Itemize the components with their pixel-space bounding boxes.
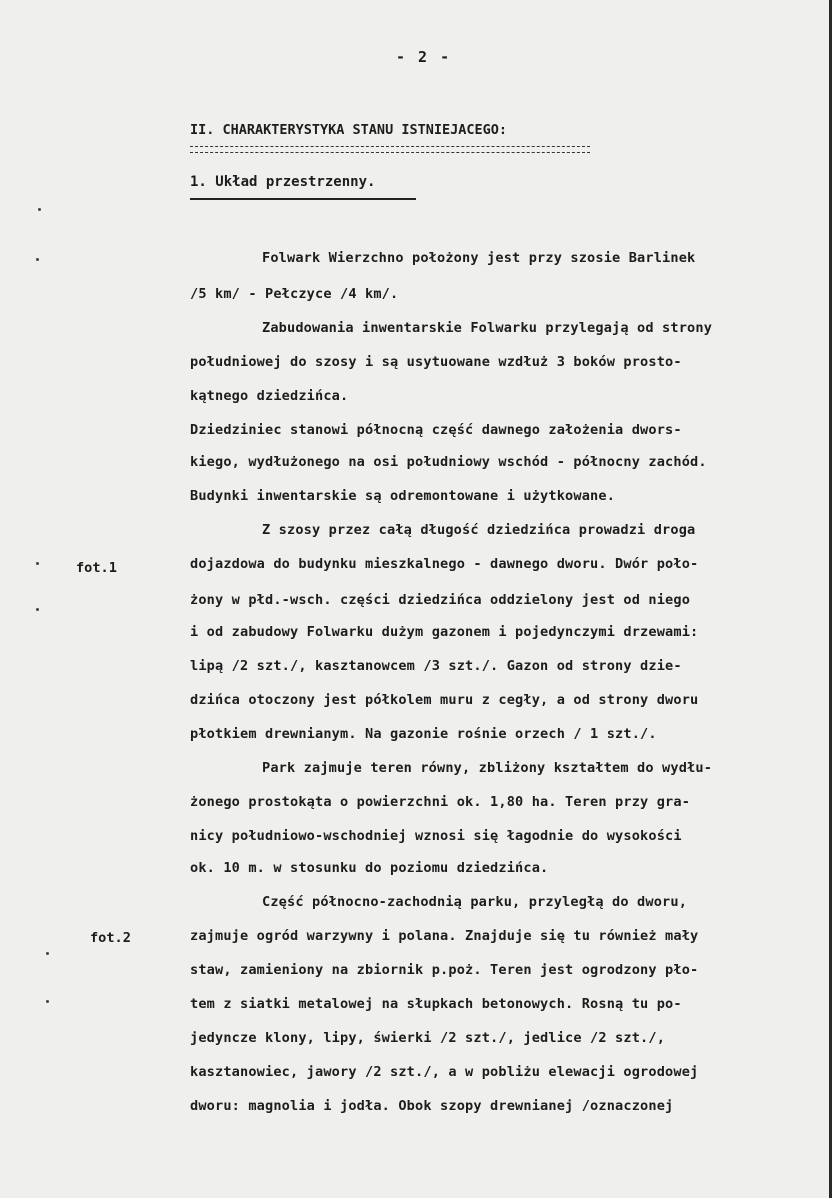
text-line: dojazdowa do budynku mieszkalnego - dawnego dworu. Dwór poło-: [190, 556, 699, 572]
text-line: dzińca otoczony jest półkolem muru z cegły, a od strony dworu: [190, 692, 699, 708]
text-line: płotkiem drewnianym. Na gazonie rośnie orzech / 1 szt./.: [190, 726, 657, 742]
heading-double-underline: [190, 146, 590, 153]
text-line: i od zabudowy Folwarku dużym gazonem i pojedynczymi drzewami:: [190, 624, 699, 640]
scan-mark: [38, 208, 41, 211]
page-number: - 2 -: [396, 48, 452, 66]
text-line: żony w płd.-wsch. części dziedzińca oddzielony jest od niego: [190, 592, 691, 608]
margin-note-photo-2: fot.2: [90, 930, 131, 946]
scan-mark: [46, 952, 49, 955]
scan-mark: [46, 1000, 49, 1003]
text-line: Część północno-zachodnią parku, przyległą do dworu,: [262, 894, 688, 910]
text-line: dworu: magnolia i jodła. Obok szopy drewnianej /oznaczonej: [190, 1098, 674, 1114]
subheading-underline: [190, 198, 416, 200]
text-line: ok. 10 m. w stosunku do poziomu dziedzińca.: [190, 860, 549, 876]
text-line: zajmuje ogród warzywny i polana. Znajduje się tu również mały: [190, 928, 699, 944]
text-line: Park zajmuje teren równy, zbliżony kształtem do wydłu-: [262, 760, 713, 776]
text-line: kasztanowiec, jawory /2 szt./, a w pobliżu elewacji ogrodowej: [190, 1064, 699, 1080]
section-heading: II. CHARAKTERYSTYKA STANU ISTNIEJACEGO:: [190, 122, 507, 138]
text-line: Z szosy przez całą długość dziedzińca prowadzi droga: [262, 522, 696, 538]
text-line: Zabudowania inwentarskie Folwarku przylegają od strony: [262, 320, 713, 336]
text-line: Dziedziniec stanowi północną część dawnego założenia dwors-: [190, 422, 682, 438]
text-line: kiego, wydłużonego na osi południowy wschód - północny zachód.: [190, 454, 707, 470]
scan-mark: [36, 562, 39, 565]
text-line: żonego prostokąta o powierzchni ok. 1,80 ha. Teren przy gra-: [190, 794, 691, 810]
margin-note-photo-1: fot.1: [76, 560, 117, 576]
text-line: jedyncze klony, lipy, świerki /2 szt./, jedlice /2 szt./,: [190, 1030, 666, 1046]
text-line: lipą /2 szt./, kasztanowcem /3 szt./. Gazon od strony dzie-: [190, 658, 682, 674]
scan-mark: [36, 608, 39, 611]
text-line: tem z siatki metalowej na słupkach betonowych. Rosną tu po-: [190, 996, 682, 1012]
text-line: nicy południowo-wschodniej wznosi się łagodnie do wysokości: [190, 828, 682, 844]
text-line: kątnego dziedzińca.: [190, 388, 349, 404]
text-line: Folwark Wierzchno położony jest przy szosie Barlinek: [262, 250, 696, 266]
scan-mark: [36, 258, 39, 261]
text-line: staw, zamieniony na zbiornik p.poż. Teren jest ogrodzony pło-: [190, 962, 699, 978]
text-line: południowej do szosy i są usytuowane wzdłuż 3 boków prosto-: [190, 354, 682, 370]
subsection-heading: 1. Układ przestrzenny.: [190, 174, 376, 190]
text-line: /5 km/ - Pełczyce /4 km/.: [190, 286, 399, 302]
text-line: Budynki inwentarskie są odremontowane i użytkowane.: [190, 488, 616, 504]
